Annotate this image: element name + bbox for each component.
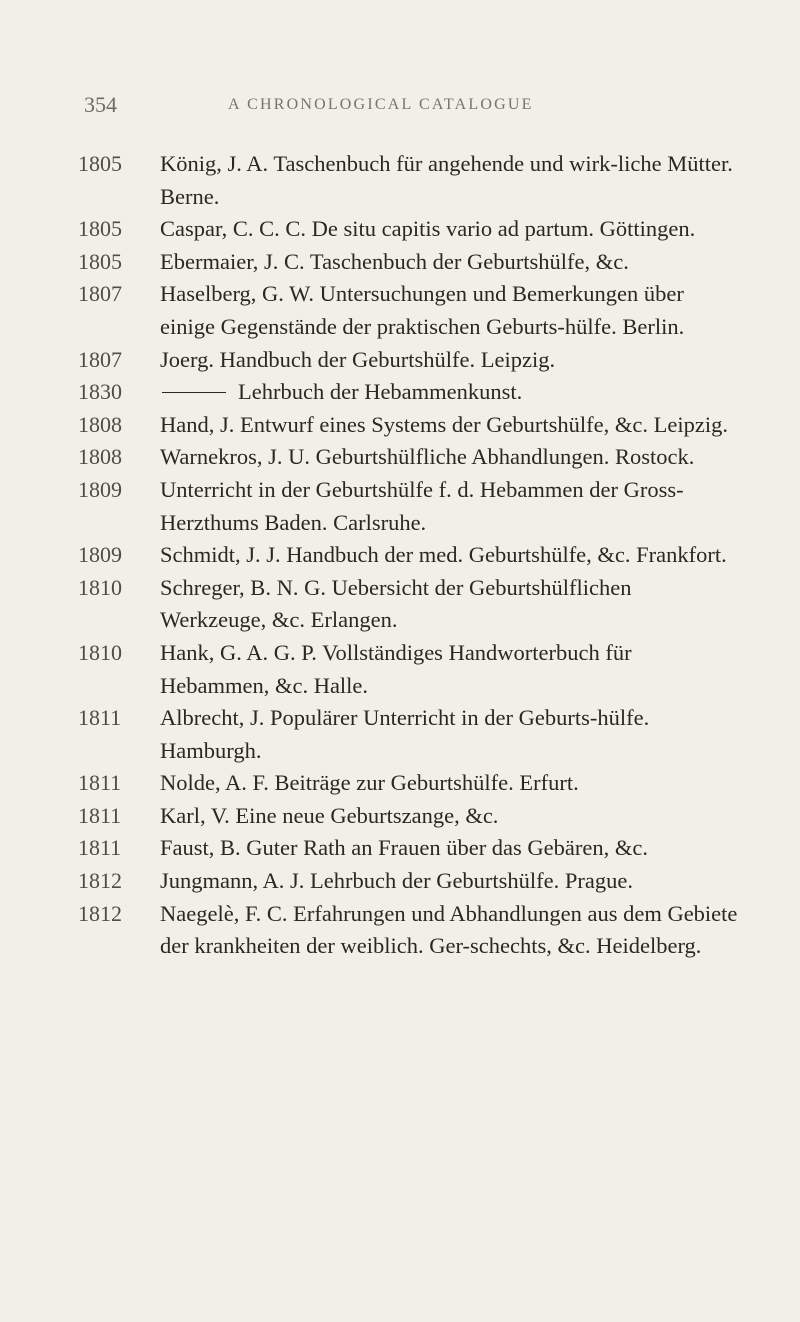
entry-year: 1807 [78,281,122,307]
entry-text: Karl, V. Eine neue Geburtszange, &c. [160,802,499,828]
entry-year: 1809 [78,542,122,568]
catalogue-entry [78,702,738,767]
catalogue-entry [78,539,738,572]
entry-year: 1811 [78,802,122,828]
entry-year: 1830 [78,379,122,405]
entry-text: Caspar, C. C. C. De situ capitis vario ad partum. Göttingen. [160,216,696,242]
ditto-dash [162,392,226,393]
entry-year: 1812 [78,868,122,894]
entry-text: Lehrbuch der Hebammenkunst. [238,379,523,405]
entry-text: Joerg. Handbuch der Geburtshülfe. Leipzig. [160,346,556,372]
entry-year: 1805 [78,151,122,176]
entry-text: Naegelè, F. C. Erfahrungen und Abhandlungen aus dem Gebiete der krankheiten der weiblich. Ger-schechts, &c. Heidelberg. [160,900,738,959]
entry-year: 1811 [78,705,122,731]
entry-year: 1808 [78,411,122,437]
entry-text: Faust, B. Guter Rath an Frauen über das Gebären, &c. [160,835,648,861]
running-head [80,92,720,122]
catalogue-entry [78,409,738,442]
catalogue-entry [78,246,738,279]
catalogue-entry [78,441,738,474]
entry-year: 1811 [78,770,122,796]
entry-text: Ebermaier, J. C. Taschenbuch der Geburtshülfe, &c. [160,248,629,274]
entry-text: Hank, G. A. G. P. Vollständiges Handworterbuch für Hebammen, &c. Halle. [160,639,632,698]
catalogue-entry [78,865,738,898]
catalogue-entry [78,637,738,702]
entry-year: 1811 [78,835,122,861]
entry-text-with-ditto [160,376,738,409]
entry-year: 1805 [78,248,122,274]
catalogue-entry [78,376,738,409]
catalogue-entry [78,800,738,833]
catalogue-entry [78,832,738,865]
entry-year: 1809 [78,476,122,502]
entry-text: Albrecht, J. Populärer Unterricht in der Geburts-hülfe. Hamburgh. [160,705,650,763]
entry-text: Schreger, B. N. G. Uebersicht der Geburtshülflichen Werkzeuge, &c. Erlangen. [160,574,632,633]
running-title: A CHRONOLOGICAL CATALOGUE [228,96,534,113]
entry-text: Schmidt, J. J. Handbuch der med. Geburtshülfe, &c. Frankfort. [160,542,727,568]
entry-year: 1810 [78,574,122,600]
catalogue-entries [78,148,738,963]
entry-text: Unterricht in der Geburtshülfe f. d. Hebammen der Gross-Herzthums Baden. Carlsruhe. [160,476,684,535]
catalogue-entry [78,572,738,637]
entry-text: Jungmann, A. J. Lehrbuch der Geburtshülfe. Prague. [160,868,634,894]
entry-year: 1807 [78,346,122,372]
entry-year: 1808 [78,444,122,470]
catalogue-entry [78,344,738,377]
entry-text: Hand, J. Entwurf eines Systems der Geburtshülfe, &c. Leipzig. [160,411,728,437]
catalogue-entry [78,898,738,963]
catalogue-entry [78,474,738,539]
entry-text: König, J. A. Taschenbuch für angehende und wirk-liche Mütter. Berne. [160,151,733,209]
catalogue-entry [78,278,738,343]
entry-year: 1810 [78,639,122,665]
entry-text: Warnekros, J. U. Geburtshülfliche Abhandlungen. Rostock. [160,444,695,470]
page-number: 354 [84,92,117,117]
catalogue-entry [78,148,738,213]
entry-year: 1812 [78,900,122,926]
entry-text: Haselberg, G. W. Untersuchungen und Bemerkungen über einige Gegenstände der praktischen Geburts-hülfe. Berlin. [160,281,685,339]
catalogue-entry [78,213,738,246]
entry-text: Nolde, A. F. Beiträge zur Geburtshülfe. Erfurt. [160,770,579,796]
entry-year: 1805 [78,216,122,242]
catalogue-entry [78,767,738,800]
